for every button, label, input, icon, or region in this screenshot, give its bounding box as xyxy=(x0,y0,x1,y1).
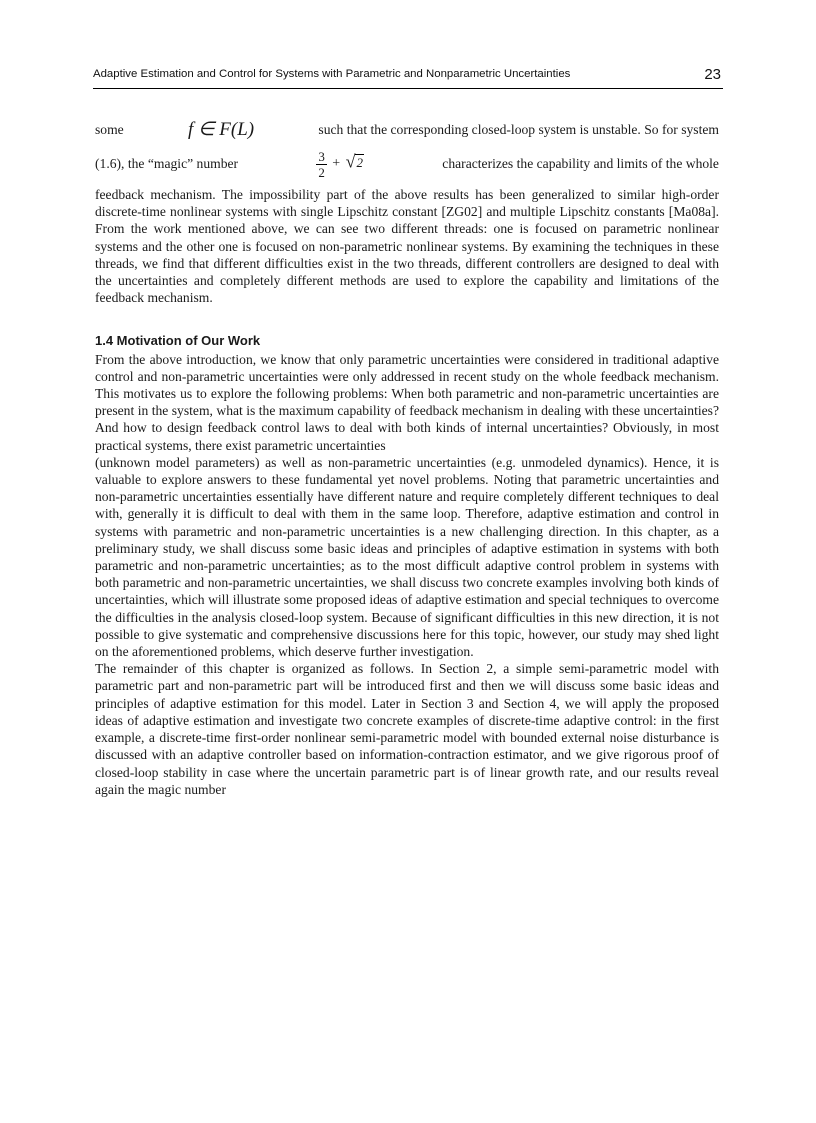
para1-line1-end: such that the corresponding closed-loop system is unstable. So for system xyxy=(318,122,719,138)
radicand: 2 xyxy=(356,155,363,171)
page-number: 23 xyxy=(704,66,721,83)
para1-line2-end: characterizes the capability and limits of the whole xyxy=(442,156,719,172)
para1-line2-start: (1.6), the “magic” number xyxy=(95,156,239,172)
para1-math-line-1 xyxy=(95,118,719,142)
running-header xyxy=(93,66,723,89)
math-f-in-F-L: f ∈ F(L) xyxy=(187,119,255,141)
para1-line1-start: some xyxy=(95,122,124,138)
para1-math-line-2 xyxy=(95,142,719,186)
fraction-denominator: 2 xyxy=(318,164,325,180)
square-root-icon: √ xyxy=(345,151,356,172)
magic-number-expression xyxy=(316,149,364,180)
section-paragraph-1a: From the above introduction, we know that only parametric uncertainties were considered in traditional adaptive control and non-parametric uncertainties were only addressed in recent study on the whole feedback mechanism. This motivates us to explore the following problems: When both parametric and non-parametric uncertainties are present in the system, what is the maximum capability of feedback mechanism in dealing with these uncertainties? And how to design feedback control laws to deal with both kinds of internal uncertainties? Obviously, in most practical systems, there exist parametric uncertainties xyxy=(95,351,719,453)
section-paragraph-2: The remainder of this chapter is organized as follows. In Section 2, a simple semi-parametric model with parametric part and non-parametric part will be introduced first and then we will discuss some basic ideas and principles of adaptive estimation for this model. Later in Section 3 and Section 4, we will apply the proposed ideas of adaptive estimation and investigate two concrete examples of discrete-time adaptive control: in the first example, a discrete-time first-order nonlinear semi-parametric model with bounded external noise disturbance is discussed with an adaptive controller based on information-contraction estimator, and we give rigorous proof of closed-loop stability in case where the uncertain parametric part is of linear growth rate, and our results reveal again the magic number xyxy=(95,661,719,797)
section-heading: 1.4 Motivation of Our Work xyxy=(95,333,261,349)
running-title: Adaptive Estimation and Control for Systems with Parametric and Nonparametric Uncertainties xyxy=(93,68,571,80)
para1-rest: feedback mechanism. The impossibility part of the above results has been generalized to similar high-order discrete-time nonlinear systems with single Lipschitz constant [ZG02] and multiple Lipschitz constants [Ma08a]. From the work mentioned above, we can see two different threads: one is focused on parametric nonlinear systems and the other one is focused on non-parametric nonlinear systems. By examining the techniques in these threads, we find that different difficulties exist in the two threads, different controllers are designed to deal with the uncertainties and completely different methods are used to explore the capability and limitations of the feedback mechanism. xyxy=(95,187,719,306)
body-text xyxy=(95,118,719,798)
fraction-three-halves xyxy=(316,149,327,180)
fraction-numerator: 3 xyxy=(318,148,325,164)
plus-sign: + xyxy=(332,156,341,172)
section-paragraph-1b: (unknown model parameters) as well as non-parametric uncertainties (e.g. unmodeled dynamics). Hence, it is valuable to explore answers to these fundamental yet novel problems. Noting that parametric uncertainties and non-parametric uncertainties essentially have different nature and require completely different techniques to deal with, generally it is difficult to deal with them in the same loop. Therefore, adaptive estimation and control in systems with parametric and non-parametric uncertainties is a new challenging direction. In this chapter, as a preliminary study, we shall discuss some basic ideas and principles of adaptive estimation in systems with both parametric and non-parametric uncertainties; as to the most difficult adaptive control problem in systems with both parametric and non-parametric uncertainties, we shall discuss two concrete examples involving both kinds of uncertainties, which will illustrate some proposed ideas of adaptive estimation and special techniques to overcome the difficulties in the analysis closed-loop system. Because of significant difficulties in this new direction, it is not possible to give systematic and comprehensive discussions here for this topic, however, our study may shed light on the aforementioned problems, which deserve further investigation. xyxy=(95,454,719,660)
